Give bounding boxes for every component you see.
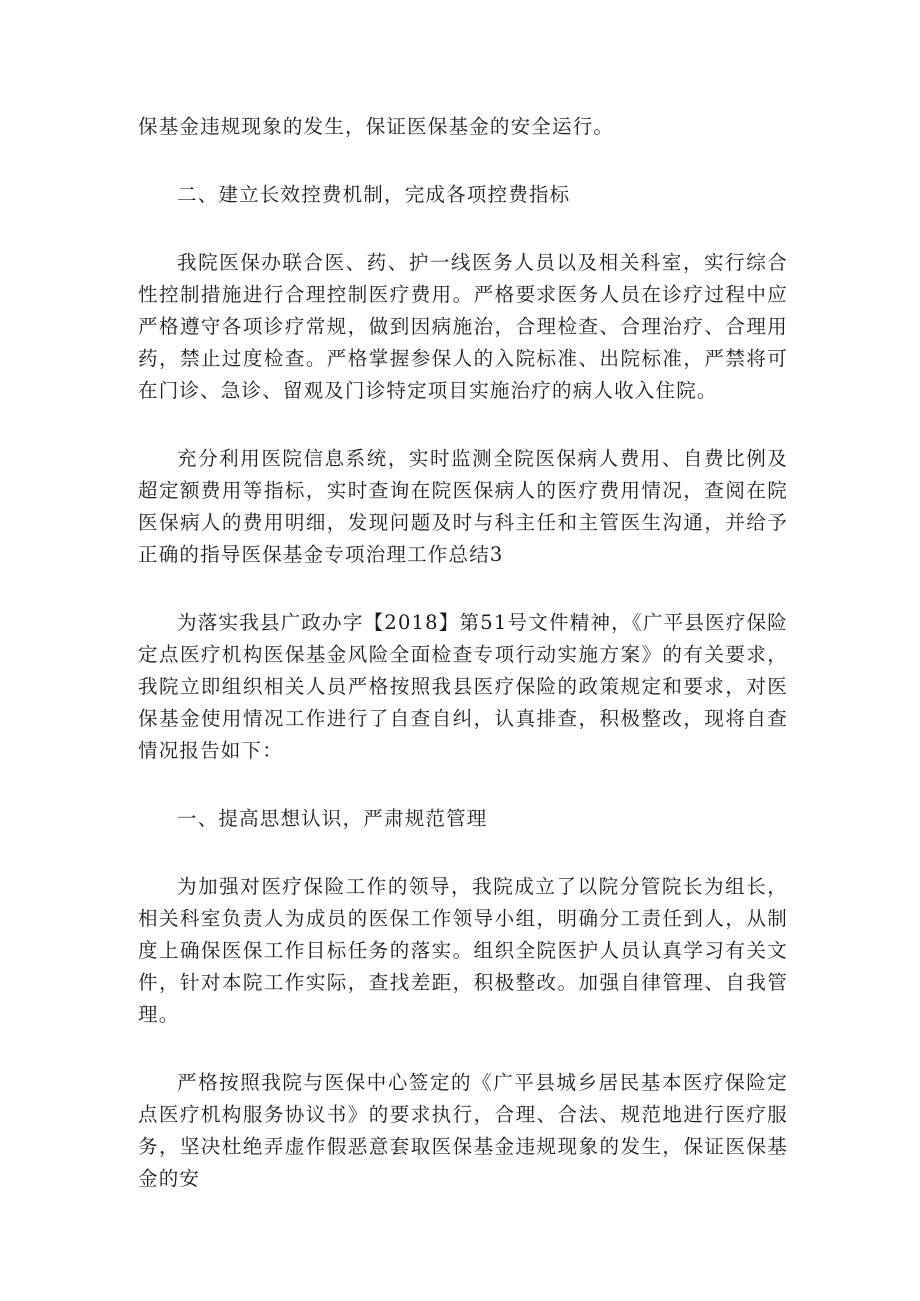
section-heading-1: 一、提高思想认识，严肃规范管理 — [177, 807, 488, 830]
paragraph-continuation: 保基金违规现象的发生，保证医保基金的安全运行。 — [138, 115, 615, 138]
paragraph: 充分利用医院信息系统，实时监测全院医保病人费用、自费比例及超定额费用等指标，实时查询在院医保病人的医疗费用情况，查阅在院医保病人的费用明细，发现问题及时与科主任和主管医生沟通，并给予正确的指导医保基金专项治理工作总结3 — [138, 447, 788, 566]
paragraph: 严格按照我院与医保中心签定的《广平县城乡居民基本医疗保险定点医疗机构服务协议书》的要求执行，合理、合法、规范地进行医疗服务，坚决杜绝弄虚作假恶意套取医保基金违规现象的发生，保证医保基金的安 — [138, 1071, 788, 1190]
section-heading-2: 二、建立长效控费机制，完成各项控费指标 — [177, 183, 571, 206]
document-body — [138, 111, 788, 1231]
paragraph: 我院医保办联合医、药、护一线医务人员以及相关科室，实行综合性控制措施进行合理控制医疗费用。严格要求医务人员在诊疗过程中应严格遵守各项诊疗常规，做到因病施治，合理检查、合理治疗、合理用药，禁止过度检查。严格掌握参保人的入院标准、出院标准，严禁将可在门诊、急诊、留观及门诊特定项目实施治疗的病人收入住院。 — [138, 251, 788, 402]
paragraph: 为加强对医疗保险工作的领导，我院成立了以院分管院长为组长，相关科室负责人为成员的医保工作领导小组，明确分工责任到人，从制度上确保医保工作目标任务的落实。组织全院医护人员认真学习有关文件，针对本院工作实际，查找差距，积极整改。加强自律管理、自我管理。 — [138, 875, 788, 1026]
paragraph: 为落实我县广政办字【2018】第51号文件精神，《广平县医疗保险定点医疗机构医保基金风险全面检查专项行动实施方案》的有关要求，我院立即组织相关人员严格按照我县医疗保险的政策规定和要求，对医保基金使用情况工作进行了自查自纠，认真排查，积极整改，现将自查情况报告如下： — [138, 611, 788, 762]
